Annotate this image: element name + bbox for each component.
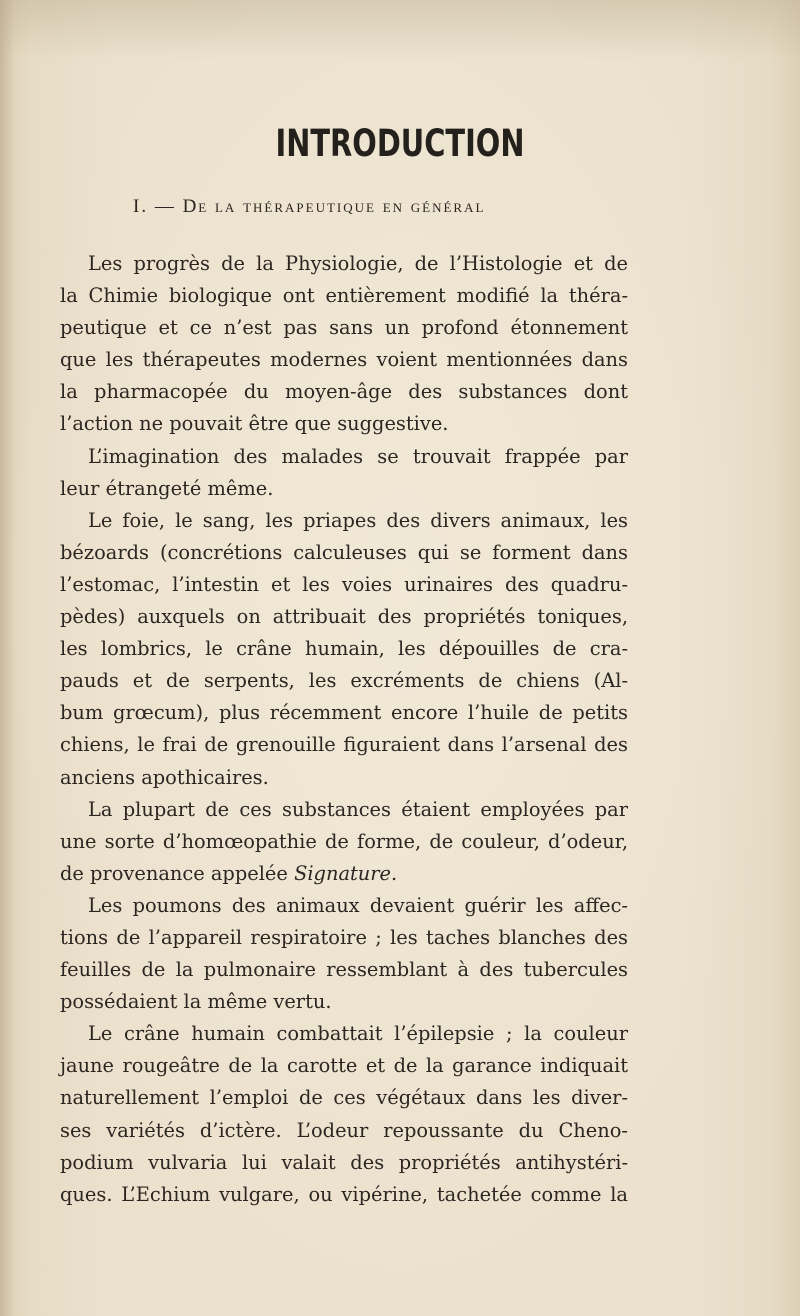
text-line: l’estomac, l’intestin et les voies urinaires des quadru- bbox=[60, 572, 628, 596]
text-line: pauds et de serpents, les excréments de chiens (Al- bbox=[60, 669, 628, 693]
text-line: la Chimie biologique ont entièrement modifié la théra- bbox=[60, 284, 628, 308]
body-text bbox=[60, 248, 628, 1211]
page-top-shadow bbox=[0, 0, 800, 60]
text-line: naturellement l’emploi de ces végétaux dans les diver- bbox=[60, 1086, 628, 1110]
text-line: Le foie, le sang, les priapes des divers animaux, les bbox=[88, 508, 628, 532]
text-line: podium vulvaria lui valait des propriétés antihystéri- bbox=[60, 1150, 628, 1174]
text-line: la pharmacopée du moyen-âge des substances dont bbox=[60, 380, 628, 404]
text-line: feuilles de la pulmonaire ressemblant à des tubercules bbox=[60, 958, 628, 982]
text-line: chiens, le frai de grenouille figuraient dans l’arsenal des bbox=[60, 733, 628, 757]
text-line: peutique et ce n’est pas sans un profond étonnement bbox=[60, 316, 628, 340]
text-line: bum grœcum), plus récemment encore l’huile de petits bbox=[60, 701, 628, 725]
text-line: Les progrès de la Physiologie, de l’Histologie et de bbox=[88, 252, 628, 275]
text-line: Le crâne humain combattait l’épilepsie ; la couleur bbox=[88, 1022, 628, 1046]
text-line: les lombrics, le crâne humain, les dépouilles de cra- bbox=[60, 637, 628, 661]
text-line: bézoards (concrétions calculeuses qui se forment dans bbox=[60, 540, 628, 564]
text-line: leur étrangeté même. bbox=[60, 476, 274, 500]
text-line: possédaient la même vertu. bbox=[60, 990, 332, 1014]
text-line bbox=[60, 858, 628, 890]
page-title: INTRODUCTION bbox=[275, 122, 525, 165]
text-line: une sorte d’homœopathie de forme, de couleur, d’odeur, bbox=[60, 829, 628, 853]
text-line: l’action ne pouvait être que suggestive. bbox=[60, 412, 449, 436]
text-line: jaune rougeâtre de la carotte et de la garance indiquait bbox=[60, 1054, 628, 1078]
text-line: ses variétés d’ictère. L’odeur repoussante du Cheno- bbox=[60, 1118, 628, 1142]
text-line: ques. L’Echium vulgare, ou vipérine, tachetée comme la bbox=[60, 1182, 628, 1206]
text-line: L’imagination des malades se trouvait frappée par bbox=[88, 444, 628, 468]
text-line: La plupart de ces substances étaient employées par bbox=[88, 797, 628, 821]
text-line: Les poumons des animaux devaient guérir les affec- bbox=[88, 893, 628, 917]
text-line: anciens apothicaires. bbox=[60, 765, 269, 789]
text-line: tions de l’appareil respiratoire ; les taches blanches des bbox=[60, 925, 628, 949]
signature-term: Signature. bbox=[294, 861, 398, 885]
text-line: pèdes) auxquels on attribuait des propriétés toniques, bbox=[60, 605, 628, 629]
section-heading: I. — De la thérapeutique en général bbox=[133, 196, 486, 217]
page-edge-shadow bbox=[0, 0, 14, 1316]
text-line-part: de provenance appelée bbox=[60, 861, 288, 885]
text-line: que les thérapeutes modernes voient mentionnées dans bbox=[60, 348, 628, 372]
